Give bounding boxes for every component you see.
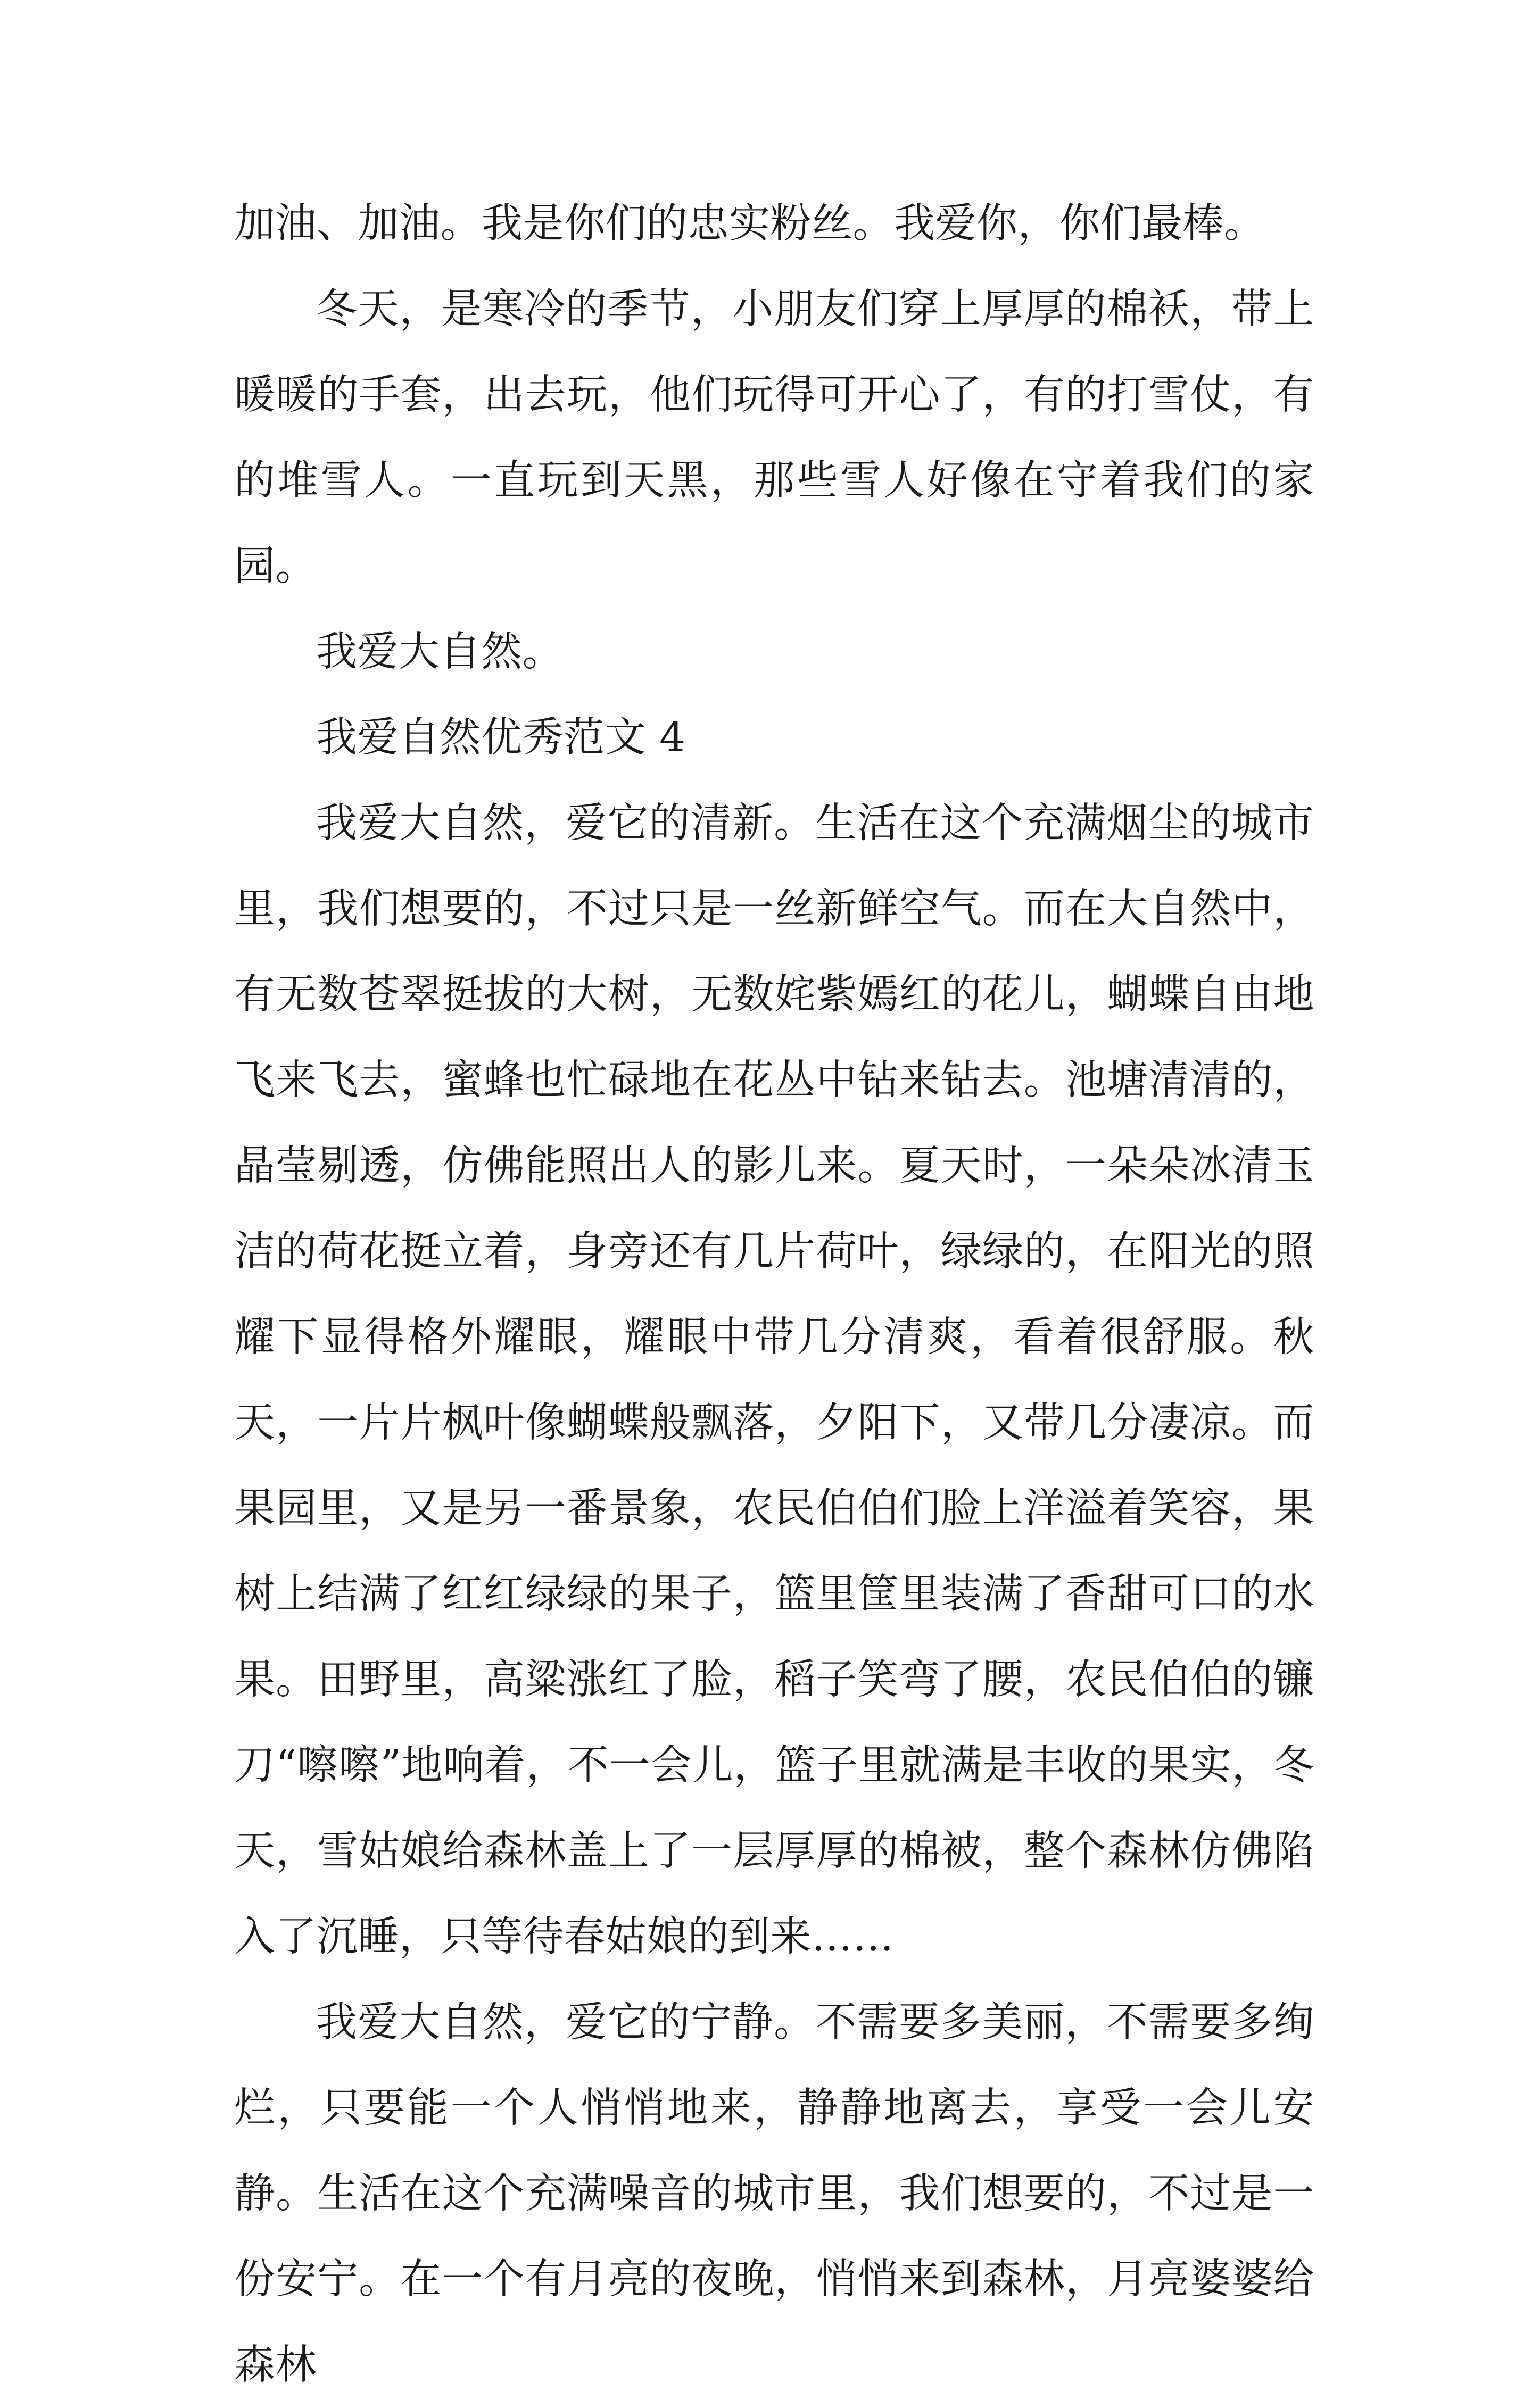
paragraph-freshness: 我爱大自然，爱它的清新。生活在这个充满烟尘的城市里，我们想要的，不过只是一丝新鲜空气。而在大自然中，有无数苍翠挺拔的大树，无数姹紫嫣红的花儿，蝴蝶自由地飞来飞去，蜜蜂也忙碌地在花丛中钻来钻去。池塘清清的，晶莹剔透，仿佛能照出人的影儿来。夏天时，一朵朵冰清玉洁的荷花挺立着，身旁还有几片荷叶，绿绿的，在阳光的照耀下显得格外耀眼，耀眼中带几分清爽，看着很舒服。秋天，一片片枫叶像蝴蝶般飘落，夕阳下，又带几分凄凉。而果园里，又是另一番景象，农民伯伯们脸上洋溢着笑容，果树上结满了红红绿绿的果子，篮里筐里装满了香甜可口的水果。田野里，高粱涨红了脸，稻子笑弯了腰，农民伯伯的镰刀“嚓嚓”地响着，不一会儿，篮子里就满是丰收的果实，冬天，雪姑娘给森林盖上了一层厚厚的棉被，整个森林仿佛陷入了沉睡，只等待春姑娘的到来…… <box>234 800 1314 1961</box>
paragraph-cheer: 加油、加油。我是你们的忠实粉丝。我爱你，你们最棒。 <box>234 200 1265 247</box>
paragraph-i-love-nature: 我爱大自然。 <box>316 628 564 676</box>
paragraph-tranquility: 我爱大自然，爱它的宁静。不需要多美丽，不需要多绚烂，只要能一个人悄悄地来，静静地离去，享受一会儿安静。生活在这个充满噪音的城市里，我们想要的，不过是一份安宁。在一个有月亮的夜晚，悄悄来到森林，月亮婆婆给森林 <box>234 1999 1314 2389</box>
paragraph-winter: 冬天，是寒冷的季节，小朋友们穿上厚厚的棉袄，带上暖暖的手套，出去玩，他们玩得可开心了，有的打雪仗，有的堆雪人。一直玩到天黑，那些雪人好像在守着我们的家园。 <box>234 286 1314 590</box>
essay-heading: 我爱自然优秀范文 4 <box>316 714 686 761</box>
document-body <box>234 181 1314 2408</box>
